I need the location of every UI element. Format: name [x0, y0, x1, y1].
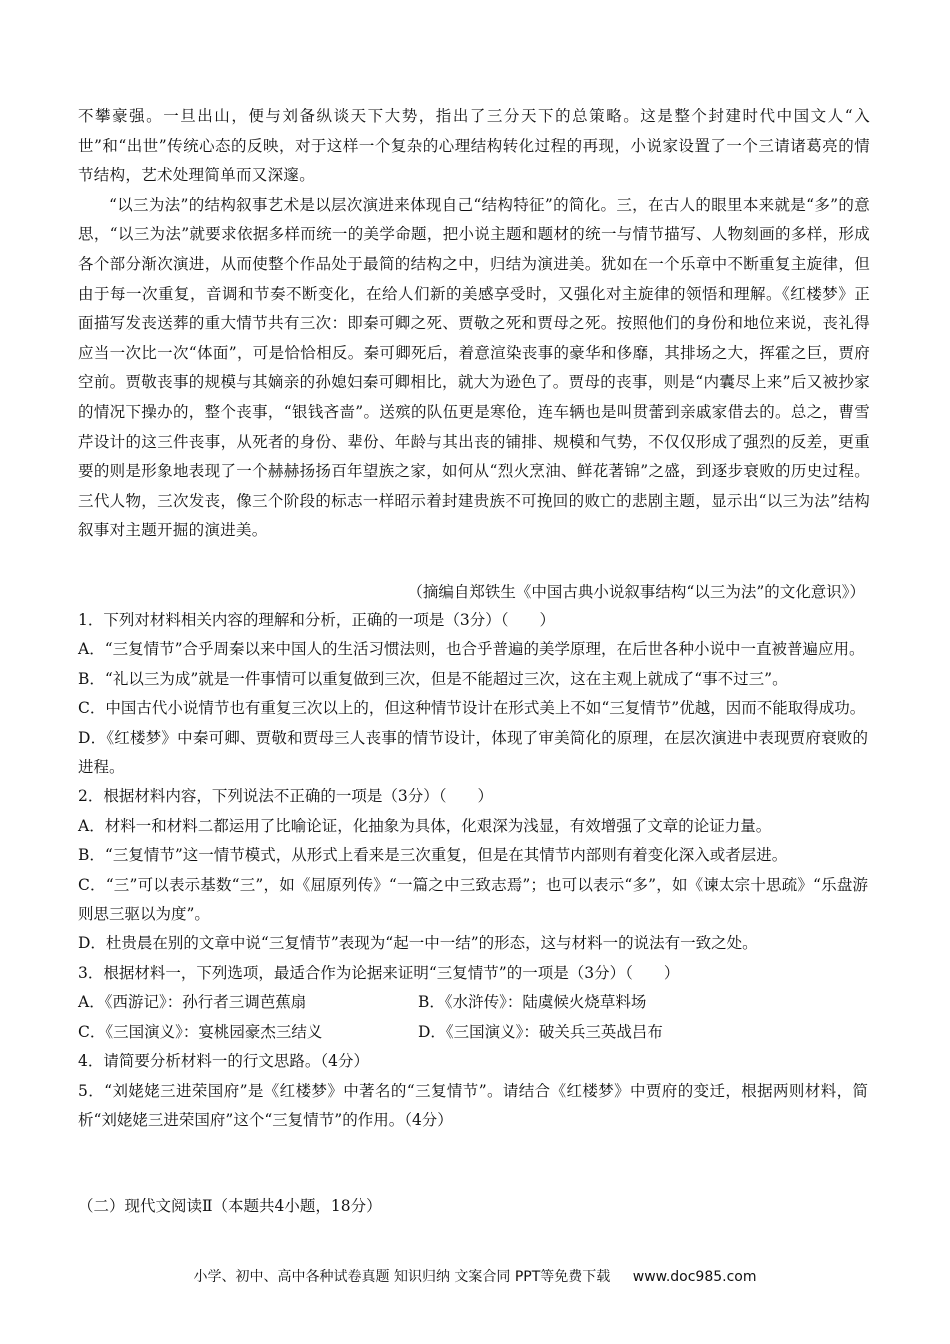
option-d: D．《红楼梦》中秦可卿、贾敬和贾母三人丧事的情节设计，体现了审美简化的原理，在层次演进中表现贾府衰败的进程。 [78, 728, 868, 777]
option-row [78, 988, 868, 1017]
question-list [78, 606, 868, 1135]
question-1 [78, 606, 868, 782]
question-2 [78, 782, 868, 958]
passage-paragraph-2: “以三为法”的结构叙事艺术是以层次演进来体现自己“结构特征”的简化。三，在古人的眼里本来就是“多”的意思，“以三为法”就要求依据多样而统一的美学命题，把小说主题和题材的统一与情节描写、人物刻画的多样，形成各个部分渐次演进，从而使整个作品处于最简的结构之中，归结为演进美。犹如在一个乐章中不断重复主旋律，但由于每一次重复，音调和节奏不断变化，在给人们新的美感享受时，又强化对主旋律的领悟和理解。《红楼梦》正面描写发丧送葬的重大情节共有三次：即秦可卿之死、贾敬之死和贾母之死。按照他们的身份和地位来说，丧礼得应当一次比一次“体面”，可是恰恰相反。秦可卿死后，着意渲染丧事的豪华和侈靡，其排场之大，挥霍之巨，贾府空前。贾敬丧事的规模与其嫡亲的孙媳妇秦可卿相比，就大为逊色了。贾母的丧事，则是“内囊尽上来”后又被抄家的情况下操办的，整个丧事，“银钱吝啬”。送殡的队伍更是寒伧，连车辆也是叫贯蕾到亲戚家借去的。总之，曹雪芹设计的这三件丧事，从死者的身份、辈份、年龄与其出丧的铺排、规模和气势，不仅仅形成了强烈的反差，更重要的则是形象地表现了一个赫赫扬扬百年望族之家，如何从“烈火烹油、鲜花著锦”之盛，到逐步衰败的历史过程。三代人物，三次发丧，像三个阶段的标志一样昭示着封建贵族不可挽回的败亡的悲剧主题，显示出“以三为法”结构叙事对主题开掘的演进美。 [78, 195, 870, 540]
question-3 [78, 959, 868, 1047]
footer-text: 小学、初中、高中各种试卷真题 知识归纳 文案合同 PPT等免费下载 [193, 1269, 611, 1285]
option-row [78, 1018, 868, 1047]
option-c: C．“三”可以表示基数“三”，如《屈原列传》“一篇之中三致志焉”；也可以表示“多”，如《谏太宗十思疏》“乐盘游则思三驱以为度”。 [78, 875, 868, 924]
source-citation: （摘编自郑铁生《中国古典小说叙事结构“以三为法”的文化意识》） [407, 583, 865, 601]
option-b: B．“三复情节”这一情节模式，从形式上看来是三次重复，但是在其情节内部则有着变化深入或者层进。 [78, 846, 788, 865]
question-5: 5．“刘姥姥三进荣国府”是《红楼梦》中著名的“三复情节”。请结合《红楼梦》中贾府的变迁，根据两则材料，简析“刘姥姥三进荣国府”这个“三复情节”的作用。（4分） [78, 1081, 868, 1129]
reading-passage [78, 102, 870, 546]
section-heading: （二）现代文阅读Ⅱ（本题共4小题，18分） [78, 1197, 382, 1215]
option-d: D．《三国演义》：破关兵三英战吕布 [418, 1022, 663, 1041]
option-a: A．“三复情节”合乎周秦以来中国人的生活习惯法则，也合乎普遍的美学原理，在后世各种小说中一直被普遍应用。 [78, 640, 865, 659]
option-b: B．《水浒传》：陆虞候火烧草料场 [418, 993, 647, 1012]
option-a: A．材料一和材料二都运用了比喻论证，化抽象为具体，化艰深为浅显，有效增强了文章的论证力量。 [78, 816, 772, 835]
option-a: A．《西游记》：孙行者三调芭蕉扇 [78, 993, 307, 1012]
option-d: D．杜贵晨在别的文章中说“三复情节”表现为“起一中一结”的形态，这与材料一的说法有一致之处。 [78, 934, 758, 953]
question-stem: 1．下列对材料相关内容的理解和分析，正确的一项是（3分）（ ） [78, 611, 555, 629]
question-stem: 2．根据材料内容，下列说法不正确的一项是（3分）（ ） [78, 787, 493, 806]
passage-paragraph-1: 不攀豪强。一旦出山，便与刘备纵谈天下大势，指出了三分天下的总策略。这是整个封建时代中国文人“入世”和“出世”传统心态的反映，对于这样一个复杂的心理结构转化过程的再现，小说家设置了一个三请诸葛亮的情节结构，艺术处理简单而又深邃。 [78, 107, 870, 185]
option-b: B．“礼以三为成”就是一件事情可以重复做到三次，但是不能超过三次，这在主观上就成了“事不过三”。 [78, 669, 788, 688]
option-c: C．中国古代小说情节也有重复三次以上的，但这种情节设计在形式美上不如“三复情节”优越，因而不能取得成功。 [78, 699, 866, 718]
option-c: C．《三国演义》：宴桃园豪杰三结义 [78, 1022, 323, 1041]
question-stem: 3．根据材料一，下列选项，最适合作为论据来证明“三复情节”的一项是（3分）（ ） [78, 963, 680, 982]
question-4: 4．请简要分析材料一的行文思路。（4分） [78, 1052, 369, 1071]
footer-link[interactable]: www.doc985.com [632, 1269, 757, 1285]
page-footer [0, 1266, 950, 1286]
